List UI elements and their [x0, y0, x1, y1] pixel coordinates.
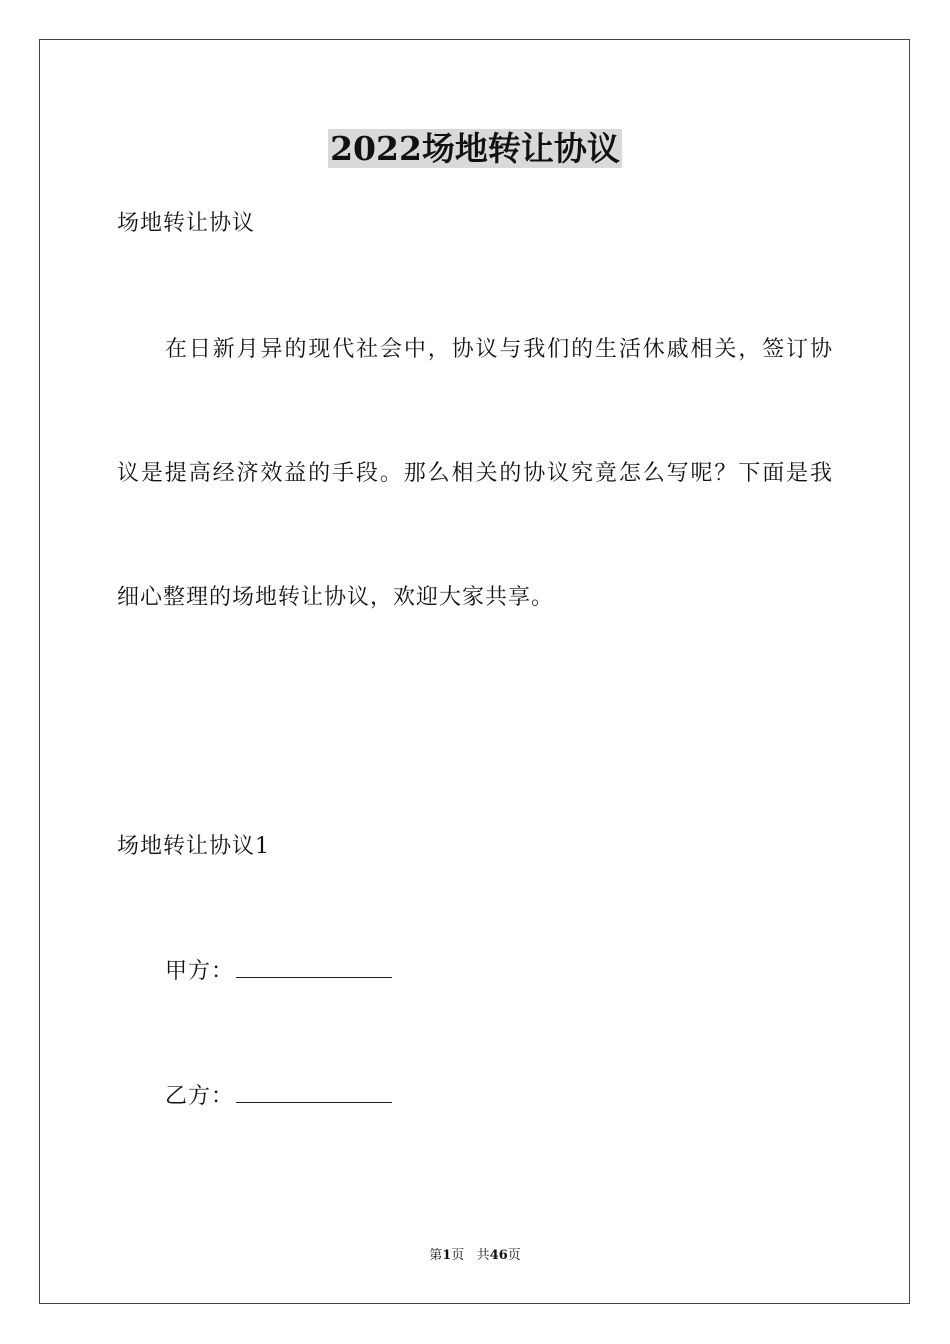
footer-total-pages: 46 — [489, 1248, 508, 1263]
party-b-blank-field[interactable] — [236, 1082, 392, 1103]
footer-page-suffix: 页 — [451, 1248, 465, 1263]
document-subtitle: 场地转让协议 — [117, 211, 256, 236]
party-b-label: 乙方： — [165, 1084, 235, 1109]
party-a-label: 甲方： — [165, 959, 235, 984]
footer-page-number: 1 — [442, 1248, 452, 1263]
section-heading: 场地转让协议1 — [117, 834, 270, 859]
footer-page-prefix: 第 — [429, 1248, 443, 1263]
intro-line-1: 在日新月异的现代社会中，协议与我们的生活休戚相关，签订协 — [165, 337, 832, 362]
document-title — [0, 128, 950, 170]
party-b-row — [165, 1082, 392, 1112]
document-title-text: 2022场地转让协议 — [330, 129, 620, 168]
party-a-row — [165, 957, 392, 987]
page-footer — [0, 1247, 950, 1265]
intro-line-2: 议是提高经济效益的手段。那么相关的协议究竟怎么写呢？下面是我 — [117, 461, 832, 486]
intro-line-3: 细心整理的场地转让协议，欢迎大家共享。 — [117, 585, 555, 610]
footer-total-prefix: 共 — [476, 1248, 490, 1263]
party-a-blank-field[interactable] — [236, 957, 392, 978]
footer-total-suffix: 页 — [507, 1248, 521, 1263]
